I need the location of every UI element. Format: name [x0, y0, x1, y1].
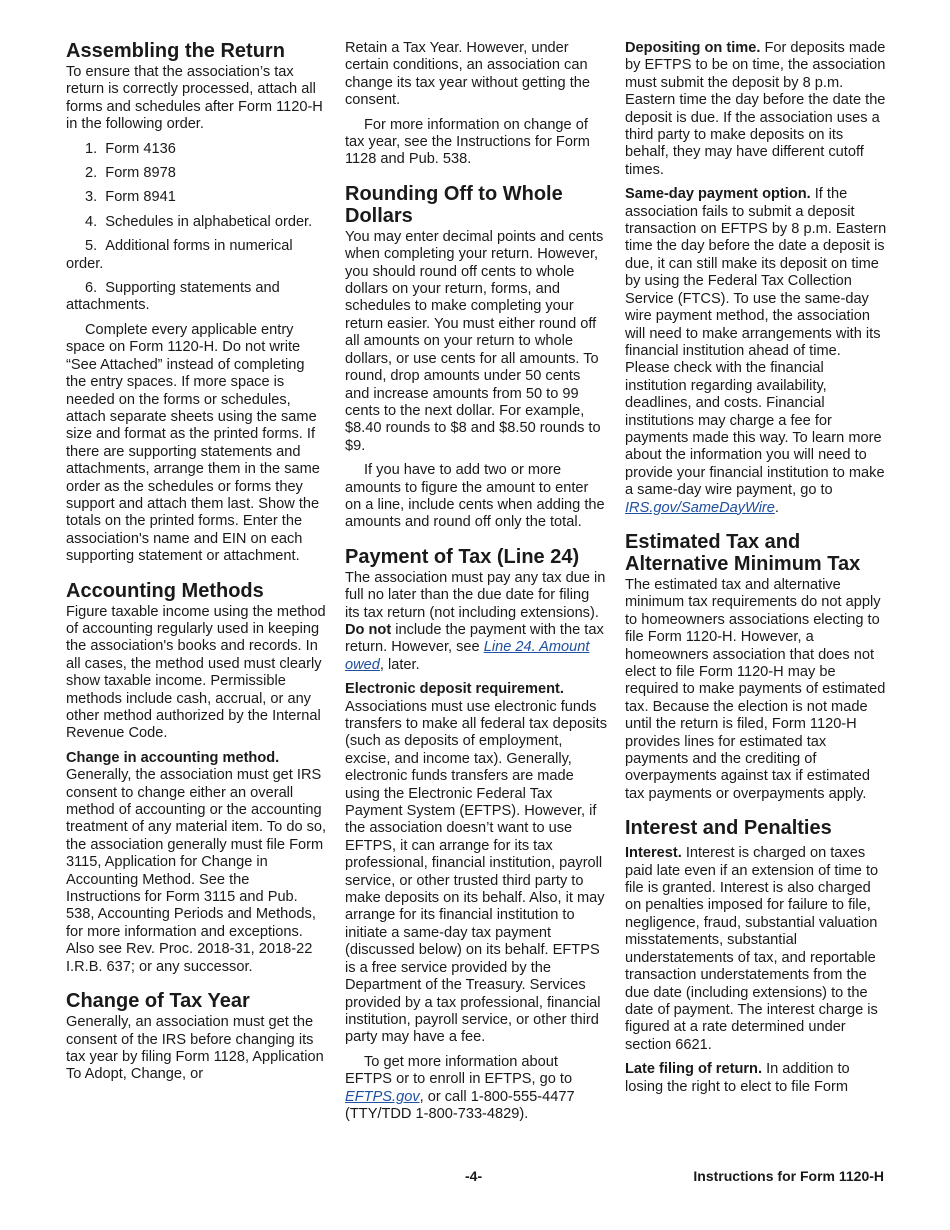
change-accounting-paragraph: Change in accounting method. Generally, the association must get IRS consent to change either an overall method of accounting or the accounting treatment of any material item. To do so, the association generally must file Form 3115, Application for Change in Accounting Method. See the Instructions for Form 3115 and Pub. 538, Accounting Periods and Methods, for more information and exceptions. Also see Rev. Proc. 2018-31, 2018-22 I.R.B. 637; or any successor. [66, 749, 327, 975]
section-heading-payment: Payment of Tax (Line 24) [345, 545, 580, 568]
same-day-wire-link[interactable]: IRS.gov/SameDayWire [625, 499, 775, 516]
depositing-on-time-paragraph: Depositing on time. For deposits made by EFTPS to be on time, the association must submit the deposit by 8 p.m. Eastern time the day before the date the deposit is due. If the association uses a third party to make deposits on its behalf, they may have different cutoff times. [625, 40, 886, 178]
electronic-deposit-label: Electronic deposit requirement. [345, 681, 564, 698]
payment-paragraph: The association must pay any tax due in full no later than the due date for filing its tax return (not including extensions). Do not include the payment with the tax return. However, see Line 24. Amount owed, later. [345, 569, 606, 673]
column-2 [345, 40, 607, 1130]
page-number: -4- [465, 1168, 483, 1184]
list-item: 1. Form 4136 [85, 140, 176, 157]
late-filing-paragraph: Late filing of return. In addition to losing the right to elect to file Form [625, 1061, 850, 1095]
same-day-payment-label: Same-day payment option. [625, 186, 811, 203]
estimated-tax-paragraph: The estimated tax and alternative minimum tax requirements do not apply to homeowners associations electing to file Form 1120-H. However, a homeowners association that does not elect to file Form 1120-H may be required to make payments of estimated tax. Because the election is not made until the return is filed, Form 1120-H provides lines for estimated tax payments and the crediting of overpayments against tax if estimated tax payments or overpayments apply. [625, 576, 886, 802]
document-title: Instructions for Form 1120-H [693, 1168, 884, 1184]
tax-year-continued: Retain a Tax Year. However, under certain conditions, an association can change its tax year without getting the consent. [345, 40, 591, 109]
list-item: 4. Schedules in alphabetical order. [85, 213, 313, 230]
late-filing-label: Late filing of return. [625, 1061, 763, 1078]
depositing-on-time-label: Depositing on time. [625, 40, 761, 56]
section-heading-tax-year: Change of Tax Year [66, 990, 250, 1013]
column-1 [66, 40, 328, 1091]
tax-year-paragraph: Generally, an association must get the consent of the IRS before changing its tax year by filing Form 1128, Application To Adopt, Change, or [66, 1014, 324, 1083]
line-24-amount-owed-link[interactable]: Line 24. Amount owed [345, 639, 590, 673]
eftps-info-paragraph: To get more information about EFTPS or to enroll in EFTPS, go to EFTPS.gov, or call 1-800-555-4477 (TTY/TDD 1-800-733-4829). [345, 1053, 575, 1122]
section-heading-accounting: Accounting Methods [66, 579, 264, 602]
electronic-deposit-paragraph: Electronic deposit requirement. Associations must use electronic funds transfers to make all federal tax deposits (such as deposits of employment, excise, and income tax). Generally, electronic funds transfers are made using the Electronic Federal Tax Payment System (EFTPS). However, if the association doesn’t want to use EFTPS, it can arrange for its tax professional, financial institution, payroll service, or other trusted third party to make deposits on its behalf. Also, it may arrange for its financial institution to initiate a same-day tax payment (discussed below) on its behalf. EFTPS is a free service provided by the Department of the Treasury. Services provided by a tax professional, financial institution, payroll service, or other third party may have a fee. [345, 681, 608, 1046]
interest-paragraph: Interest. Interest is charged on taxes paid late even if an extension of time to file is granted. Interest is also charged on penalties imposed for failure to file, negligence, fraud, substantial valuation misstatements, substantial understatements of tax, and reportable transaction understatements from the due date (including extensions) to the date of payment. The interest charge is figured at a rate determined under section 6621. [625, 845, 879, 1053]
list-item: 2. Form 8978 [85, 165, 176, 182]
eftps-gov-link[interactable]: EFTPS.gov [345, 1088, 420, 1105]
section-heading-rounding: Rounding Off to Whole Dollars [345, 182, 563, 227]
assembling-intro: To ensure that the association’s tax return is correctly processed, attach all forms and schedules after Form 1120-H in the following order. [66, 64, 323, 133]
list-item: 6. Supporting statements and attachments. [66, 280, 280, 314]
same-day-payment-paragraph: Same-day payment option. If the association fails to submit a deposit transaction on EFTPS by 8 p.m. Eastern time the day before the date a deposit is due, it can still make its deposit on time by using the Federal Tax Collection Service (FTCS). To use the same-day wire payment method, the association will need to make arrangements with its financial institution ahead of time. Please check with the financial institution regarding availability, deadlines, and costs. Financial institutions may charge a fee for payments made this way. To learn more about the information you will need to provide your financial institution to make a same-day wire payment, go to IRS.gov/SameDayWire. [625, 186, 887, 516]
section-heading-assembling: Assembling the Return [66, 40, 285, 62]
rounding-paragraph-2: If you have to add two or more amounts to figure the amount to enter on a line, include cents when adding the amounts and round off only the total. [345, 462, 605, 531]
accounting-paragraph: Figure taxable income using the method of accounting regularly used in keeping the association's books and records. In all cases, the method used must clearly show taxable income. Permissible methods include cash, accrual, or any other method authorized by the Internal Revenue Code. [66, 603, 326, 742]
section-heading-interest-penalties: Interest and Penalties [625, 817, 832, 840]
column-3 [625, 40, 889, 1103]
tax-year-more-info: For more information on change of tax year, see the Instructions for Form 1128 and Pub. 538. [345, 116, 590, 168]
list-item: 3. Form 8941 [85, 189, 176, 206]
assembling-paragraph: Complete every applicable entry space on Form 1120-H. Do not write “See Attached” instead of completing the entry spaces. If more space is needed on the forms or schedules, attach separate sheets using the same size and format as the printed forms. If there are supporting statements and attachments, arrange them in the same order as the schedules or forms they support and attach them last. Show the totals on the printed forms. Enter the association's name and EIN on each supporting statement or attachment. [66, 321, 320, 565]
list-item: 5. Additional forms in numerical order. [66, 238, 293, 272]
interest-label: Interest. [625, 845, 682, 862]
section-heading-estimated-tax: Estimated Tax and Alternative Minimum Tax [625, 530, 861, 575]
change-accounting-label: Change in accounting method. [66, 749, 280, 766]
rounding-paragraph-1: You may enter decimal points and cents when completing your return. However, you should round off cents to whole dollars on your return, forms, and schedules to make completing your return easier. You must either round off all amounts on your return to whole dollars, or use cents for all amounts. To round, drop amounts under 50 cents and increase amounts from 50 to 99 cents to the next dollar. For example, $8.40 rounds to $8 and $8.50 rounds to $9. [345, 228, 604, 454]
